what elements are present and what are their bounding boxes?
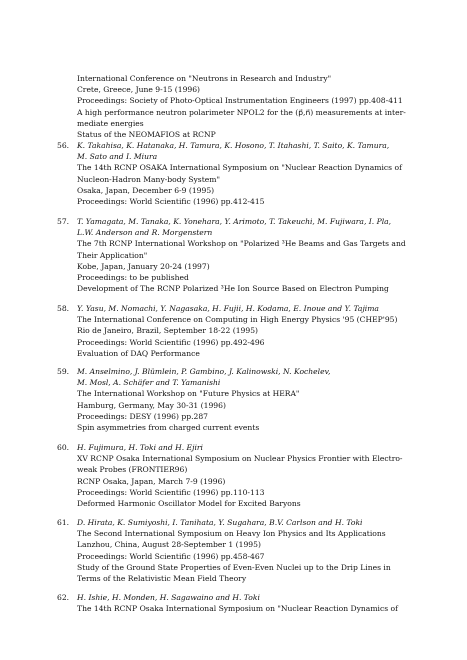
continued-line: mediate energies: [77, 118, 144, 128]
entry-line: Osaka, Japan, December 6-9 (1995): [77, 185, 215, 195]
entry-line: Development of The RCNP Polarized ³He Ion Source Based on Electron Pumping: [77, 284, 389, 294]
entry-line: Their Application": [77, 250, 148, 260]
entry-line: Proceedings: World Scientific (1996) pp.110-113: [77, 487, 265, 497]
entry-line: RCNP Osaka, Japan, March 7-9 (1996): [77, 476, 226, 486]
entry-line: Evaluation of DAQ Performance: [77, 348, 200, 358]
entry-line: Deformed Harmonic Oscillator Model for Excited Baryons: [77, 499, 301, 509]
entry-line: Lanzhou, China, August 28-September 1 (1995): [77, 540, 261, 550]
entry-authors: M. Sato and I. Miura: [77, 152, 158, 162]
entry-authors: H. Ishie, H. Monden, H. Sagawaino and H. Toki: [77, 593, 260, 602]
entry-line: Hamburg, Germany, May 30-31 (1996): [77, 400, 226, 410]
entry-authors: Y. Yasu, M. Nomachi, Y. Nagasaka, H. Fujii, H. Kodama, E. Inoue and Y. Tajima: [77, 304, 379, 313]
entry-line: Proceedings: DESY (1996) pp.287: [77, 411, 209, 421]
continued-line: Proceedings: Society of Photo-Optical Instrumentation Engineers (1997) pp.408-411: [77, 96, 403, 106]
entry-line: Proceedings: World Scientific (1996) pp.458-467: [77, 551, 265, 561]
entry-authors: K. Takahisa, K. Hatanaka, H. Tamura, K. Hosono, T. Itahashi, T. Saito, K. Tamura,: [77, 141, 390, 150]
entry-line: XV RCNP Osaka International Symposium on Nuclear Physics Frontier with Electro-: [77, 454, 403, 464]
entry-line: Proceedings: World Scientific (1996) pp.412-415: [77, 197, 265, 207]
continued-line: Status of the NEOMAFIOS at RCNP: [77, 130, 216, 140]
entry-number: 57.: [57, 217, 70, 226]
entry-line: The Second International Symposium on Heavy Ion Physics and Its Applications: [77, 529, 386, 539]
entry-authors: M. Anselmino, J. Blümlein, P. Gambino, J. Kalinowski, N. Kochelev,: [77, 367, 331, 376]
continued-entry: [77, 73, 406, 140]
entry-number: 62.: [57, 593, 70, 602]
entry-line: The 7th RCNP International Workshop on "Polarized ³He Beams and Gas Targets and: [77, 239, 406, 249]
entry-line: The International Workshop on "Future Physics at HERA": [77, 389, 300, 399]
entry-line: Proceedings: to be published: [77, 273, 189, 283]
entry-line: The 14th RCNP Osaka International Symposium on "Nuclear Reaction Dynamics of: [77, 604, 398, 614]
continued-line: Crete, Greece, June 9-15 (1996): [77, 85, 201, 95]
entry-authors: T. Yamagata, M. Tanaka, K. Yonehara, Y. Arimoto, T. Takeuchi, M. Fujiwara, I. Pla,: [77, 217, 392, 226]
entry-authors: L.W. Anderson and R. Morgenstern: [77, 228, 213, 238]
entry-number: 59.: [57, 367, 70, 376]
entry-authors: M. Mosl, A. Schäfer and T. Yamanishi: [77, 378, 221, 388]
entry-number: 56.: [57, 141, 70, 150]
entry-line: The 14th RCNP OSAKA International Symposium on "Nuclear Reaction Dynamics of: [77, 163, 402, 173]
entry-line: Proceedings: World Scientific (1996) pp.492-496: [77, 337, 265, 347]
entry-line: Rio de Janeiro, Brazil, September 18-22 (1995): [77, 326, 258, 336]
continued-line: A high performance neutron polarimeter NPOL2 for the (p⃗,n⃗) measurements at inter-: [77, 107, 406, 117]
entry-authors: D. Hirata, K. Sumiyoshi, I. Tanihata, Y. Sugahara, B.V. Carlson and H. Toki: [77, 518, 363, 527]
continued-line: International Conference on "Neutrons in Research and Industry": [77, 74, 332, 83]
entry-line: Terms of the Relativistic Mean Field Theory: [77, 574, 247, 584]
entry-number: 60.: [57, 443, 70, 452]
entry-line: weak Probes (FRONTIER96): [77, 465, 188, 475]
entry-line: Spin asymmetries from charged current events: [77, 423, 260, 433]
entry-line: The International Conference on Computing in High Energy Physics '95 (CHEP'95): [77, 315, 398, 325]
entry-line: Nucleon-Hadron Many-body System": [77, 174, 220, 184]
entry-authors: H. Fujimura, H. Toki and H. Ejiri: [77, 443, 203, 452]
entry-line: Study of the Ground State Properties of Even-Even Nuclei up to the Drip Lines in: [77, 562, 391, 572]
entry-number: 58.: [57, 304, 70, 313]
entry-number: 61.: [57, 518, 70, 527]
entry-line: Kobe, Japan, January 20-24 (1997): [77, 261, 210, 271]
